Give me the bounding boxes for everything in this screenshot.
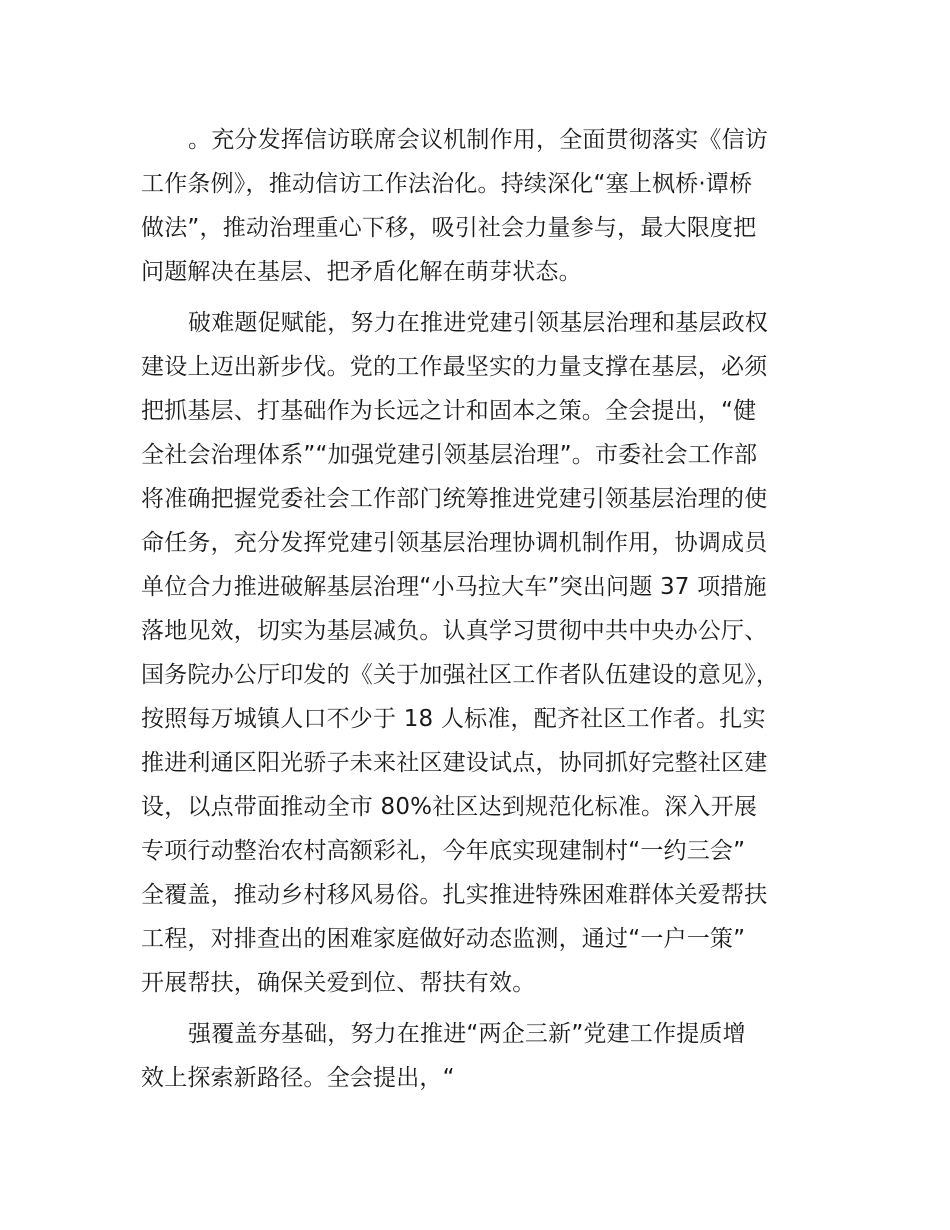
text-line: 专项行动整治农村高额彩礼，今年底实现建制村“一约三会” bbox=[141, 838, 746, 864]
text-line: 强覆盖夯基础，努力在推进“两企三新”党建工作提质增 bbox=[188, 1021, 746, 1047]
text-line: 单位合力推进破解基层治理“小马拉大车”突出问题 37 项措施 bbox=[141, 574, 767, 600]
text-line: 把抓基层、打基础作为长远之计和固本之策。全会提出，“健 bbox=[141, 398, 757, 424]
text-line: 按照每万城镇人口不少于 18 人标准，配齐社区工作者。扎实 bbox=[141, 706, 766, 732]
document-body bbox=[141, 118, 831, 1100]
text-line: 推进利通区阳光骄子未来社区建设试点，协同抓好完整社区建 bbox=[141, 750, 768, 776]
text-line: 建设上迈出新步伐。党的工作最坚实的力量支撑在基层，必须 bbox=[141, 354, 768, 380]
text-line: 问题解决在基层、把矛盾化解在萌芽状态。 bbox=[141, 259, 582, 285]
text-line: 国务院办公厅印发的《关于加强社区工作者队伍建设的意见》， bbox=[141, 662, 780, 688]
text-line: 命任务，充分发挥党建引领基层治理协调机制作用，协调成员 bbox=[141, 530, 768, 556]
text-line: 效上探索新路径。全会提出，“ bbox=[141, 1065, 455, 1091]
text-line: 。充分发挥信访联席会议机制作用，全面贯彻落实《信访 bbox=[188, 127, 768, 153]
text-line: 工作条例》，推动信访工作法治化。持续深化“塞上枫桥·谭桥 bbox=[141, 171, 753, 197]
text-line: 落地见效，切实为基层减负。认真学习贯彻中共中央办公厅、 bbox=[141, 618, 768, 644]
text-line: 将准确把握党委社会工作部门统筹推进党建引领基层治理的使 bbox=[141, 486, 768, 512]
text-line: 工程，对排查出的困难家庭做好动态监测，通过“一户一策” bbox=[141, 926, 746, 952]
text-line: 破难题促赋能，努力在推进党建引领基层治理和基层政权 bbox=[188, 310, 768, 336]
paragraph-party-building bbox=[141, 1012, 831, 1100]
text-line: 全覆盖，推动乡村移风易俗。扎实推进特殊困难群体关爱帮扶 bbox=[141, 882, 768, 908]
paragraph-petition-work bbox=[141, 118, 831, 294]
text-line: 做法”，推动治理重心下移，吸引社会力量参与，最大限度把 bbox=[141, 215, 757, 241]
paragraph-grassroots-governance bbox=[141, 301, 831, 1005]
text-line: 全社会治理体系”“加强党建引领基层治理”。市委社会工作部 bbox=[141, 442, 758, 468]
text-line: 开展帮扶，确保关爱到位、帮扶有效。 bbox=[141, 970, 536, 996]
text-line: 设，以点带面推动全市 80%社区达到规范化标准。深入开展 bbox=[141, 794, 758, 820]
